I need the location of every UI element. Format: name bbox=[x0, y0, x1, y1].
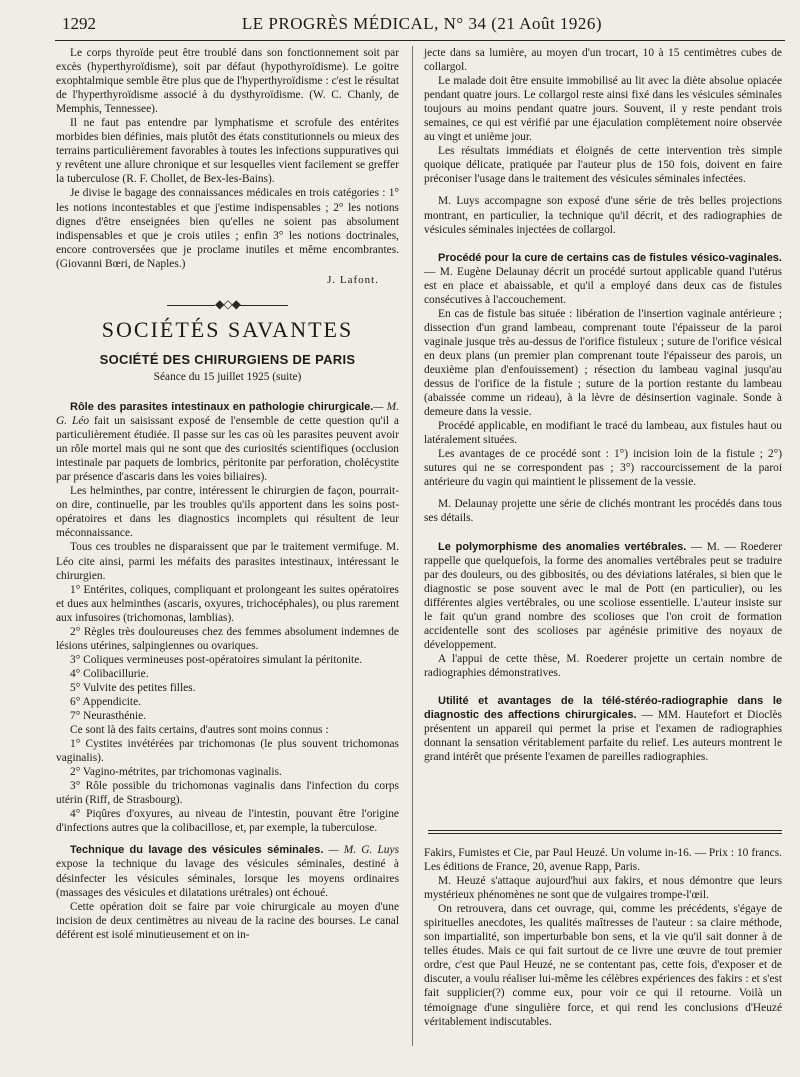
review-rule bbox=[428, 830, 782, 831]
collargol-paragraph: jecte dans sa lumière, au moyen d'un trocart, 10 à 15 centimètres cubes de collargol. bbox=[424, 47, 782, 74]
review-rule-double bbox=[428, 833, 782, 834]
advantages-paragraph: Les avantages de ce procédé sont : 1°) incision loin de la fistule ; 2°) sutures qui ne se correspondent pas ; 3°) raccourcissement de la paroi antérieure du vagin qui maintient le plissement de la vessie. bbox=[424, 448, 782, 489]
book-review bbox=[424, 846, 782, 1029]
polymorphism-heading: Le polymorphisme des anomalies vertébrales. bbox=[438, 540, 687, 553]
page-header bbox=[62, 10, 782, 38]
list-item: 7° Neurasthénie. bbox=[70, 710, 147, 723]
lavage-heading: Technique du lavage des vésicules séminales. bbox=[70, 844, 324, 857]
book-title: Fakirs, Fumistes et Cie, par Paul Heuzé. Un volume in-16. — Prix : 10 francs. Les éditions de France, 20, avenue Rapp, Paris. bbox=[424, 847, 782, 874]
knowledge-paragraph: Je divise le bagage des connaissances médicales en trois catégories : 1° les notions incontestables et que j'estime indispensables ; 2° les notions dignes d'être enseignées bien qu'elles ne soient pas absolument indispensables et que je crois utiles ; enfin 3° les notions doctrinales, encore controversées que je proclame inutiles et même encombrantes. (Giovanni Bœri, de Naples.) bbox=[56, 187, 399, 270]
list-item: 4° Piqûres d'oxyures, au niveau de l'intestin, pouvant être l'origine d'infections autres que la colibacillose, et, par exemple, la tuberculose. bbox=[56, 808, 399, 835]
book-paragraph: M. Heuzé s'attaque aujourd'hui aux fakirs, et nous démontre que leurs mystérieux phénomènes ne sont que de vulgaires trompe-l'œil. bbox=[424, 875, 782, 902]
lavage-author: — M. G. Luys bbox=[323, 844, 399, 857]
radiography-article: Utilité et avantages de la télé-stéréo-radiographie dans le diagnostic des affections chirurgicales. — MM. Hautefort et Dioclès présentent un appareil qui permet la prise et l'examen de radiographies donnant la sensation véritablement parfaite du relief. Les auteurs montrent le grand intérêt que présente l'examen de pareilles radiographies. bbox=[424, 694, 782, 764]
list-item: 5° Vulvite des petites filles. bbox=[70, 681, 196, 694]
results-paragraph: Les résultats immédiats et éloignés de cette intervention très simple quoique délicate, pratiquée par l'auteur plus de 150 fois, doivent en faire préconiser l'usage dans le traitement des vésicules séminales infectées. bbox=[424, 145, 782, 186]
list-item: 3° Coliques vermineuses post-opératoires simulant la péritonite. bbox=[70, 653, 363, 666]
vermifuge-paragraph: Tous ces troubles ne disparaissent que par le traitement vermifuge. M. Léo cite ainsi, parmi les méfaits des parasites intestinaux, intéressant le chirurgien. bbox=[56, 541, 399, 582]
luys-paragraph: M. Luys accompagne son exposé d'une série de très belles projections montrant, en particulier, la technique qu'il décrit, et des radiographies de vésicules séminales injectées de collargol. bbox=[424, 195, 782, 236]
parasites-author: — M. G. Léo bbox=[56, 400, 399, 428]
helminth-paragraph: Les helminthes, par contre, intéressent le chirurgien de façon, pourrait-on dire, continuelle, par les troubles qu'ils apportent dans les soins post-opératoires et dans les diagnostics incomplets qui résultent de leur méconnaissance. bbox=[56, 485, 399, 540]
journal-title: LE PROGRÈS MÉDICAL, N° 34 (21 Août 1926) bbox=[241, 14, 603, 33]
list-item: 1° Entérites, coliques, compliquant et prolongeant les suites opératoires et dues aux helminthes (ascaris, oxyures, trichocéphales), ou plus rarement aux infusoires (trichomonas, lamblias). bbox=[56, 583, 399, 624]
delaunay-paragraph: M. Delaunay projette une série de clichés montrant les procédés dans tous ses détails. bbox=[424, 498, 782, 525]
thyroid-paragraph: Le corps thyroïde peut être troublé dans son fonctionnement soit par excès (hyperthyroïdisme), soit par défaut (hypothyroïdisme). Le goitre exophtalmique semble être plus que de l'hyperthyroïdisme : c'est le résultat de l'hyperthyroïdisme associé à du dysthyroïdisme. (W. C. Chanly, de Memphis, Tennessee). bbox=[56, 47, 399, 116]
polymorphism-article: Le polymorphisme des anomalies vertébrales. — M. — Roederer rappelle que quelquefois, la forme des anomalies vertébrales peut se traduire par des douleurs, ou des gibbosités, ou des déviations latérales, si bien que le diagnostic se pose souvent avec le mal de Pott (en particulier), ou les différentes algies vertébrales, ou une scoliose essentielle. L'auteur insiste sur le fait qu'un grand nombre des scolioses que l'on croit de formation accidentelle sont des scolioses par agénésie primitive des noyaux de développement. bbox=[424, 540, 782, 651]
list-item: 2° Règles très douloureuses chez des femmes absolument indemnes de lésions utérines, salpingiennes ou ovariques. bbox=[56, 625, 399, 652]
certain-paragraph: Ce sont là des faits certains, d'autres sont moins connus : bbox=[70, 724, 329, 737]
radiography-heading: Utilité et avantages de la télé-stéréo-radiographie dans le diagnostic des affections chirurgicales. bbox=[424, 694, 782, 722]
operation-paragraph: Cette opération doit se faire par voie chirurgicale au moyen d'une incision de deux centimètres au niveau de la racine des bourses. Le canal déférent est isolé minutieusement et on in- bbox=[56, 900, 399, 941]
list-item: 4° Colibacillurie. bbox=[70, 667, 149, 680]
right-column bbox=[424, 46, 782, 764]
list-uncertain bbox=[56, 737, 399, 835]
book-paragraph: On retrouvera, dans cet ouvrage, qui, comme les précédents, s'égaye de spirituelles anecdotes, les qualités maîtresses de l'auteur : sa claire méthode, son impartialité, son imperturbable bon sens, et la vie qu'il sait donner à de telles études. Mais ce qui fait surtout de ce livre une œuvre de tout premier ordre, c'est que Paul Heuzé, ne se contentant pas, cette fois, d'exposer et de discuter, a voulu réaliser lui-même les célèbres expériences des fakirs : et s'est fait supplicier(?) comme eux, pour voir ce qui il retourne. Voilà un témoignage d'une singulière force, et qui rend les conclusions d'Heuzé véritablement indiscutables. bbox=[424, 903, 782, 1028]
lymphatism-paragraph: Il ne faut pas entendre par lymphatisme et scrofule des entérites morbides bien définies, mais plutôt des états constitutionnels ou mieux des terrains particulièrement favorables à toutes les infections suppuratives qui y revêtent une allure chronique et sur lesquelles vient facilement se greffer la tuberculose (R. F. Chollet, de Bex-les-Bains). bbox=[56, 117, 399, 186]
society-heading: SOCIÉTÉ DES CHIRURGIENS DE PARIS bbox=[99, 351, 356, 367]
column-divider bbox=[412, 46, 413, 1046]
list-item: 6° Appendicite. bbox=[70, 695, 141, 708]
ornament-divider: ◆◇◆ bbox=[56, 297, 399, 311]
fistules-heading: Procédé pour la cure de certains cas de fistules vésico-vaginales. bbox=[438, 251, 782, 264]
lavage-article: Technique du lavage des vésicules séminales. — M. G. Luys expose la technique du lavage des vésicules séminales, destiné à désinfecter les vésicules séminales, lorsque les moyens ordinaires (massages des vésicules et dilatations urétrales) ont échoué. bbox=[56, 844, 399, 899]
author-signature: J. Lafont. bbox=[327, 273, 379, 286]
section-title: SOCIÉTÉS SAVANTES bbox=[101, 316, 354, 342]
list-item: 2° Vagino-métrites, par trichomonas vaginalis. bbox=[70, 766, 282, 779]
list-certain bbox=[56, 583, 399, 723]
fistule-technique-paragraph: En cas de fistule bas située : libération de l'insertion vaginale antérieure ; dissection d'un grand lambeau, comprenant toute l'épaisseur de la paroi vaginale jusque très au-dessus de l'orifice fistuleux ; suture de l'orifice vésical en deux plans (un premier plan comprenant toute l'épaisseur des parois, un deuxième plan d'enfouissement) ; résection du lambeau vaginal jusqu'au dessus de l'orifice de la fistule ; suture de la portion restante du lambeau (abaissée comme un rideau), à la lèvre de désinsertion vaginale. Sonde à demeure dans la vessie. bbox=[424, 307, 782, 419]
left-column bbox=[56, 46, 399, 942]
parasites-heading: Rôle des parasites intestinaux en pathologie chirurgicale. bbox=[70, 400, 374, 413]
fistules-article: Procédé pour la cure de certains cas de fistules vésico-vaginales. — M. Eugène Delaunay décrit un procédé surtout applicable quand l'utérus est en place et abaissable, et qu'il a employé dans deux cas de fistules consécutives à l'accouchement. bbox=[424, 251, 782, 306]
immobilisation-paragraph: Le malade doit être ensuite immobilisé au lit avec la diète absolue opiacée pendant quatre jours. Le collargol reste ainsi fixé dans les vésicules séminales toujours au moins pendant quatre jours. Souvent, il y reste pendant trois semaines, ce qui est vérifié par une éjaculation complètement noire observée au vingt et unième jour. bbox=[424, 75, 782, 144]
header-rule bbox=[55, 40, 785, 41]
list-item: 3° Rôle possible du trichomonas vaginalis dans l'infection du corps utérin (Riff, de Strasbourg). bbox=[56, 780, 399, 807]
list-item: 1° Cystites invétérées par trichomonas (le plus souvent trichomonas vaginalis). bbox=[56, 738, 399, 765]
page-number: 1292 bbox=[62, 14, 96, 33]
parasites-article: Rôle des parasites intestinaux en pathologie chirurgicale.— M. G. Léo fait un saisissant exposé de l'ensemble de cette question qu'il a particulièrement étudiée. Il passe sur les cas où les parasites peuvent avoir un rôle mortel mais qui ne sont que des curiosités scientifiques (occlusion intestinale par paquets de lombrics, péritonite par perforation, cholécystite par présence d'ascaris dans les voies biliaires). bbox=[56, 400, 399, 484]
applicable-paragraph: Procédé applicable, en modifiant le tracé du lambeau, aux fistules haut ou latéralement situées. bbox=[424, 420, 782, 447]
roederer-paragraph: A l'appui de cette thèse, M. Roederer projette un certain nombre de radiographies démonstratives. bbox=[424, 652, 782, 679]
session-date: Séance du 15 juillet 1925 (suite) bbox=[153, 370, 302, 383]
